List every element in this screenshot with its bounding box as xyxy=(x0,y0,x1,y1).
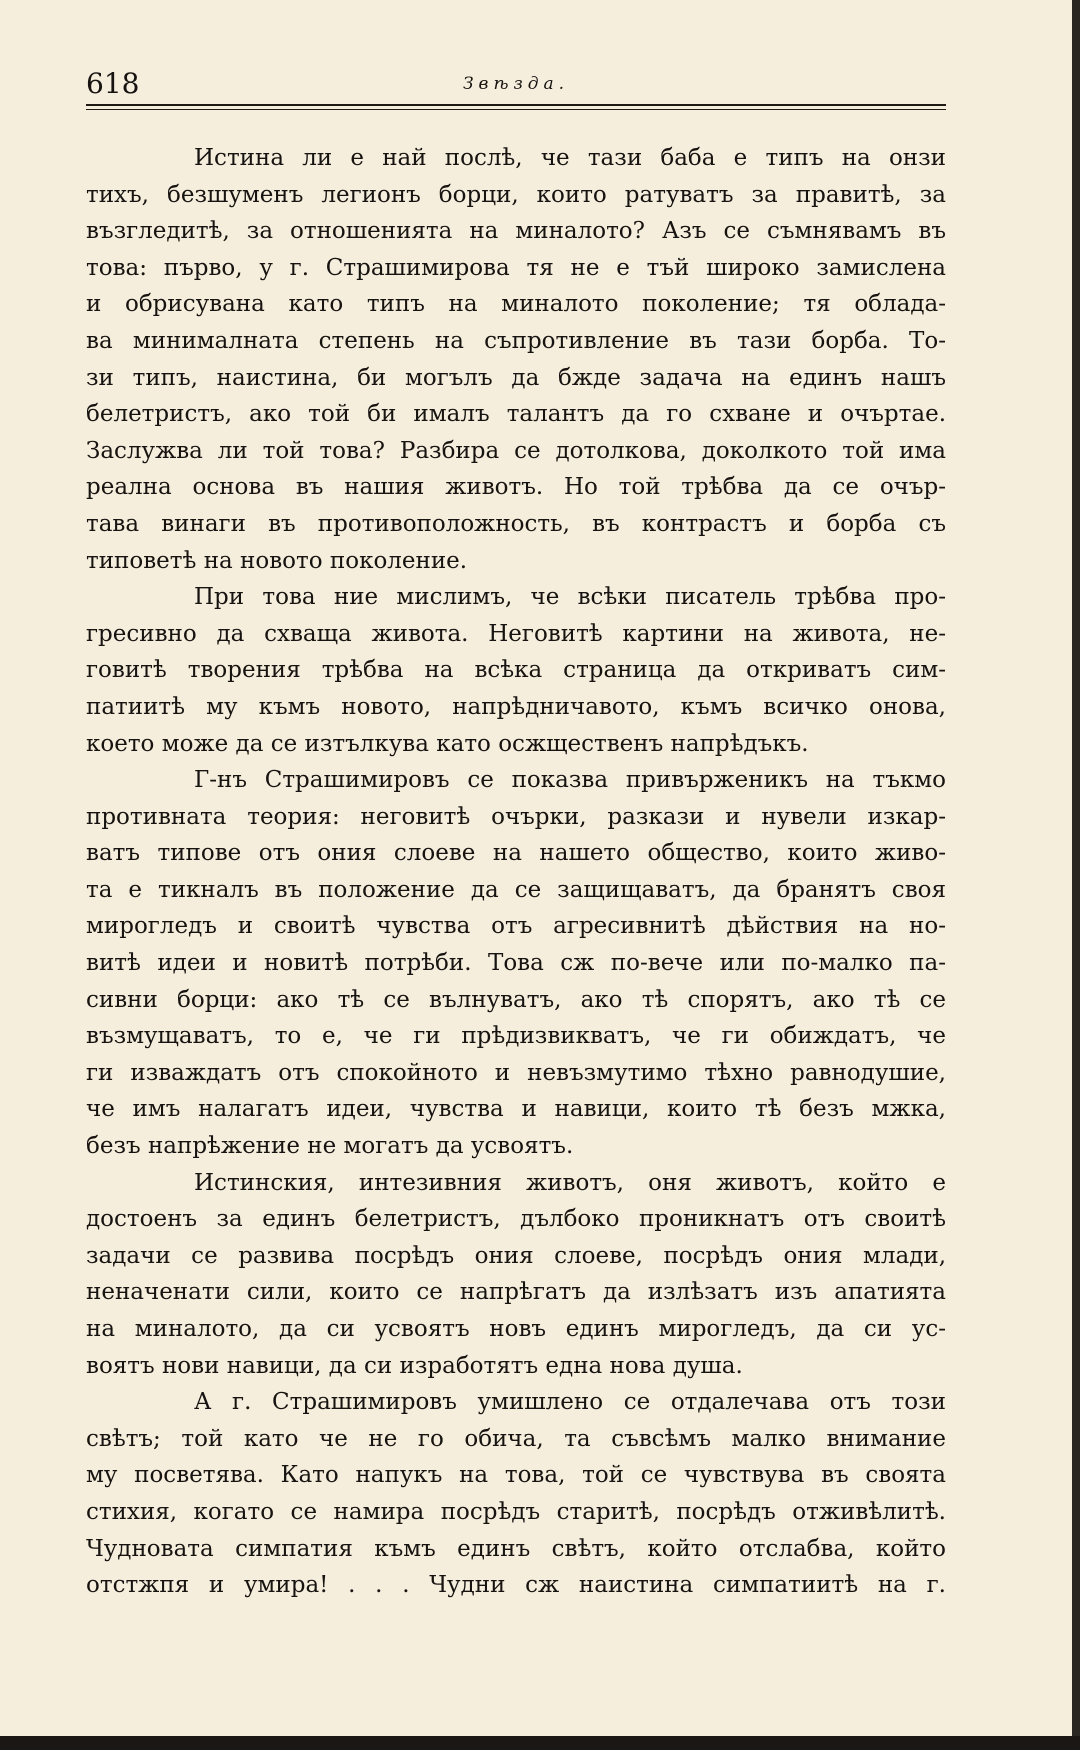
text-line: Г-нъ Страшимировъ се показва привърженикъ на тъкмо xyxy=(194,767,946,794)
text-line: противната теория: неговитѣ очърки, разкази и нувели изкар- xyxy=(86,803,946,830)
scan-edge-bottom xyxy=(0,1736,1080,1750)
header-rule-thin xyxy=(86,109,946,110)
text-line: Истинския, интезивния животъ, оня животъ, който е xyxy=(194,1169,946,1196)
paragraph xyxy=(86,762,946,1165)
text-line: А г. Страшимировъ умишлено се отдалечава отъ този xyxy=(194,1389,946,1416)
paragraph xyxy=(86,579,946,762)
text-line: белетристъ, ако той би ималъ талантъ да го схване и очъртае. xyxy=(86,401,946,428)
text-line: и обрисувана като типъ на миналото поколение; тя облада- xyxy=(86,291,946,318)
text-line: ги изваждатъ отъ спокойното и невъзмутимо тѣхно равнодушие, xyxy=(86,1059,946,1086)
text-line: на миналото, да си усвоятъ новъ единъ мирогледъ, да си ус- xyxy=(86,1316,946,1342)
text-line: възмущаватъ, то е, че ги прѣдизвикватъ, че ги обиждатъ, че xyxy=(86,1023,946,1050)
text-line: неначенати сили, които се напрѣгатъ да излѣзатъ изъ апатията xyxy=(86,1279,946,1306)
text-line: Истина ли е най послѣ, че тази баба е типъ на онзи xyxy=(194,145,946,171)
text-line: това: първо, у г. Страшимирова тя не е тъй широко замислена xyxy=(86,254,946,281)
text-line: сивни борци: ако тѣ се вълнуватъ, ако тѣ спорятъ, ако тѣ се xyxy=(86,986,946,1013)
text-line: тава винаги въ противоположность, въ контрастъ и борба съ xyxy=(86,510,946,537)
paragraph xyxy=(86,1165,946,1385)
text-line: Заслужва ли той това? Разбира се дотолкова, доколкото той има xyxy=(86,437,946,464)
text-line: което може да се изтълкува като осжщественъ напрѣдъкъ. xyxy=(86,730,809,757)
text-line: ватъ типове отъ ония слоеве на нашето общество, които живо- xyxy=(86,840,946,867)
text-line: типоветѣ на новото поколение. xyxy=(86,547,468,574)
text-line: задачи се развива посрѣдъ ония слоеве, посрѣдъ ония млади, xyxy=(86,1242,946,1269)
text-line: безъ напрѣжение не могатъ да усвоятъ. xyxy=(86,1133,574,1160)
text-line: говитѣ творения трѣбва на всѣка страница да откриватъ сим- xyxy=(86,657,946,684)
text-line: патиитѣ му къмъ новото, напрѣдничавото, къмъ всичко онова, xyxy=(86,693,946,720)
text-line: мирогледъ и своитѣ чувства отъ агресивнитѣ дѣйствия на но- xyxy=(86,913,946,940)
text-line: Чудновата симпатия къмъ единъ свѣтъ, който отслабва, който xyxy=(86,1535,946,1562)
scan-edge-right xyxy=(1072,0,1080,1750)
text-line: свѣтъ; той като че не го обича, та съвсѣмъ малко внимание xyxy=(86,1425,946,1452)
text-line: достоенъ за единъ белетристъ, дълбоко проникнатъ отъ своитѣ xyxy=(86,1206,946,1233)
page-header xyxy=(86,66,946,102)
text-line: ва минималната степень на съпротивление въ тази борба. То- xyxy=(86,327,946,354)
text-line: стихия, когато се намира посрѣдъ старитѣ, посрѣдъ отживѣлитѣ. xyxy=(86,1498,946,1525)
text-line: му посветява. Като напукъ на това, той се чувствува въ своята xyxy=(86,1462,946,1489)
text-line: гресивно да схваща живота. Неговитѣ картини на живота, не- xyxy=(86,620,946,647)
text-line: че имъ налагатъ идеи, чувства и навици, които тѣ безъ мжка, xyxy=(86,1096,946,1123)
header-rule-thick xyxy=(86,104,946,106)
text-line: реална основа въ нашия животъ. Но той трѣбва да се очър- xyxy=(86,474,946,501)
running-title: Звѣзда. xyxy=(462,74,570,94)
text-line: възгледитѣ, за отношенията на миналото? Азъ се съмнявамъ въ xyxy=(86,218,946,245)
text-line: витѣ идеи и новитѣ потрѣби. Това сж по-вече или по-малко па- xyxy=(86,950,946,977)
text-line: та е тикналъ въ положение да се защищаватъ, да бранятъ своя xyxy=(86,876,946,903)
paragraph xyxy=(86,140,946,579)
text-line: зи типъ, наистина, би могълъ да бжде задача на единъ нашъ xyxy=(86,364,946,391)
paragraph xyxy=(86,1384,946,1604)
page-number: 618 xyxy=(86,67,140,100)
text-line: воятъ нови навици, да си изработятъ една нова душа. xyxy=(86,1352,743,1379)
body-text xyxy=(86,140,946,1604)
text-line: При това ние мислимъ, че всѣки писатель трѣбва про- xyxy=(194,584,946,611)
text-line: тихъ, безшуменъ легионъ борци, които ратуватъ за правитѣ, за xyxy=(86,181,946,208)
text-line: отстжпя и умира! . . . Чудни сж наистина симпатиитѣ на г. xyxy=(86,1572,946,1599)
